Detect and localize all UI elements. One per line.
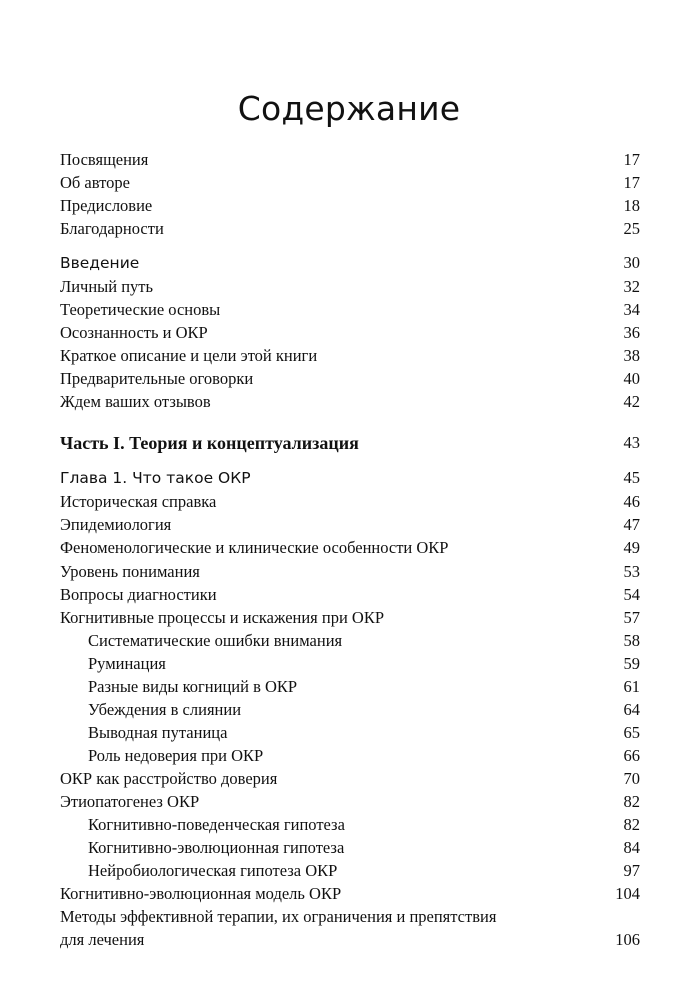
toc-entry-page: 45 bbox=[623, 468, 640, 487]
toc-entry-page: 43 bbox=[623, 433, 640, 452]
toc-entry-label: Методы эффективной терапии, их ограничения и препятствия bbox=[60, 907, 497, 926]
toc-entry bbox=[0, 654, 698, 678]
toc-entry-label: Руминация bbox=[88, 654, 166, 673]
toc-entry-page: 82 bbox=[623, 792, 640, 811]
toc-entry bbox=[0, 369, 698, 393]
toc-entry-page: 57 bbox=[623, 608, 640, 627]
toc-entry-page: 104 bbox=[615, 884, 640, 903]
toc-entry-label: Предварительные оговорки bbox=[60, 369, 254, 388]
toc-entry bbox=[0, 884, 698, 908]
toc-entry-label: Когнитивно-эволюционная гипотеза bbox=[88, 838, 345, 857]
toc-entry bbox=[0, 792, 698, 816]
toc-entry-label: Теоретические основы bbox=[60, 300, 221, 319]
toc-entry-page: 46 bbox=[623, 492, 640, 511]
toc-entry bbox=[0, 392, 698, 416]
toc-entry-label: Феноменологические и клинические особенности ОКР bbox=[60, 538, 449, 557]
toc-entry-page: 106 bbox=[615, 930, 640, 949]
toc-entry bbox=[0, 562, 698, 586]
toc-entry-label: Убеждения в слиянии bbox=[88, 700, 242, 719]
toc-entry-label: Роль недоверия при ОКР bbox=[88, 746, 264, 765]
toc-entry bbox=[0, 746, 698, 770]
toc-entry-page: 40 bbox=[623, 369, 640, 388]
toc-entry-page: 18 bbox=[623, 196, 640, 215]
toc-entry-page: 65 bbox=[623, 723, 640, 742]
toc-entry-label: Об авторе bbox=[60, 173, 130, 192]
toc-entry-label: Осознанность и ОКР bbox=[60, 323, 208, 342]
toc-entry bbox=[0, 150, 698, 174]
toc-entry-label: Этиопатогенез ОКР bbox=[60, 792, 200, 811]
toc-entry bbox=[0, 492, 698, 516]
toc-entry bbox=[0, 515, 698, 539]
toc-entry-page: 70 bbox=[623, 769, 640, 788]
toc-entry bbox=[0, 815, 698, 839]
toc-entry-page: 36 bbox=[623, 323, 640, 342]
toc-entry-page: 32 bbox=[623, 277, 640, 296]
toc-entry-label: Введение bbox=[60, 254, 140, 272]
toc-entry bbox=[0, 468, 698, 492]
toc-entry-label: Уровень понимания bbox=[60, 562, 200, 581]
toc-entry-label: Когнитивные процессы и искажения при ОКР bbox=[60, 608, 385, 627]
toc-entry-label: Глава 1. Что такое ОКР bbox=[60, 469, 251, 487]
toc-entry bbox=[0, 723, 698, 747]
toc-entry-page: 34 bbox=[623, 300, 640, 319]
toc-entry-label: Вопросы диагностики bbox=[60, 585, 217, 604]
toc-entry-page: 58 bbox=[623, 631, 640, 650]
toc-entry-page: 59 bbox=[623, 654, 640, 673]
toc-entry bbox=[0, 538, 698, 562]
toc-entry-page: 25 bbox=[623, 219, 640, 238]
toc-entry bbox=[0, 346, 698, 370]
toc-entry-label: Благодарности bbox=[60, 219, 164, 238]
toc-entry bbox=[0, 300, 698, 324]
toc-entry-page: 49 bbox=[623, 538, 640, 557]
toc-entry-label: ОКР как расстройство доверия bbox=[60, 769, 278, 788]
toc-entry bbox=[0, 930, 698, 954]
toc-entry-label: Разные виды когниций в ОКР bbox=[88, 677, 298, 696]
toc-entry-page: 66 bbox=[623, 746, 640, 765]
toc-entry bbox=[0, 173, 698, 197]
toc-entry-page: 38 bbox=[623, 346, 640, 365]
toc-entry-label: Предисловие bbox=[60, 196, 153, 215]
toc-entry bbox=[0, 838, 698, 862]
toc-entry bbox=[0, 323, 698, 347]
toc-entry-label: Краткое описание и цели этой книги bbox=[60, 346, 318, 365]
toc-entry-label: Нейробиологическая гипотеза ОКР bbox=[88, 861, 338, 880]
toc-entry bbox=[0, 907, 698, 931]
toc-entry-label: Ждем ваших отзывов bbox=[60, 392, 211, 411]
toc-entry-page: 82 bbox=[623, 815, 640, 834]
toc-entry bbox=[0, 196, 698, 220]
toc-entry-page: 54 bbox=[623, 585, 640, 604]
toc-entry-page: 97 bbox=[623, 861, 640, 880]
toc-entry-label: Систематические ошибки внимания bbox=[88, 631, 343, 650]
toc-entry-page: 17 bbox=[623, 173, 640, 192]
toc-entry bbox=[0, 861, 698, 885]
toc-entry-label: Историческая справка bbox=[60, 492, 217, 511]
toc-entry-page: 53 bbox=[623, 562, 640, 581]
toc-entry bbox=[0, 608, 698, 632]
toc-entry-label: для лечения bbox=[60, 930, 145, 949]
toc-entry-page: 30 bbox=[623, 253, 640, 272]
toc-entry-label: Когнитивно-эволюционная модель ОКР bbox=[60, 884, 342, 903]
toc-entry bbox=[0, 585, 698, 609]
toc-entry bbox=[0, 433, 698, 457]
toc-entry-label: Часть I. Теория и концептуализация bbox=[60, 433, 359, 453]
toc-entry-page: 17 bbox=[623, 150, 640, 169]
toc-entry bbox=[0, 677, 698, 701]
toc-entry-label: Посвящения bbox=[60, 150, 149, 169]
toc-entry-label: Выводная путаница bbox=[88, 723, 228, 742]
toc-entry bbox=[0, 219, 698, 243]
toc-entry bbox=[0, 277, 698, 301]
toc-entry-page: 61 bbox=[623, 677, 640, 696]
toc-entry bbox=[0, 769, 698, 793]
toc-entry-page: 42 bbox=[623, 392, 640, 411]
toc-entry-label: Личный путь bbox=[60, 277, 154, 296]
toc-entry-label: Эпидемиология bbox=[60, 515, 172, 534]
toc-entry bbox=[0, 631, 698, 655]
page-title: Содержание bbox=[237, 89, 461, 128]
toc-entry-label: Когнитивно-поведенческая гипотеза bbox=[88, 815, 345, 834]
toc-entry-page: 84 bbox=[623, 838, 640, 857]
toc-entry bbox=[0, 253, 698, 277]
toc-entry-page: 47 bbox=[623, 515, 640, 534]
toc-entry bbox=[0, 700, 698, 724]
toc-entry-page: 64 bbox=[623, 700, 640, 719]
